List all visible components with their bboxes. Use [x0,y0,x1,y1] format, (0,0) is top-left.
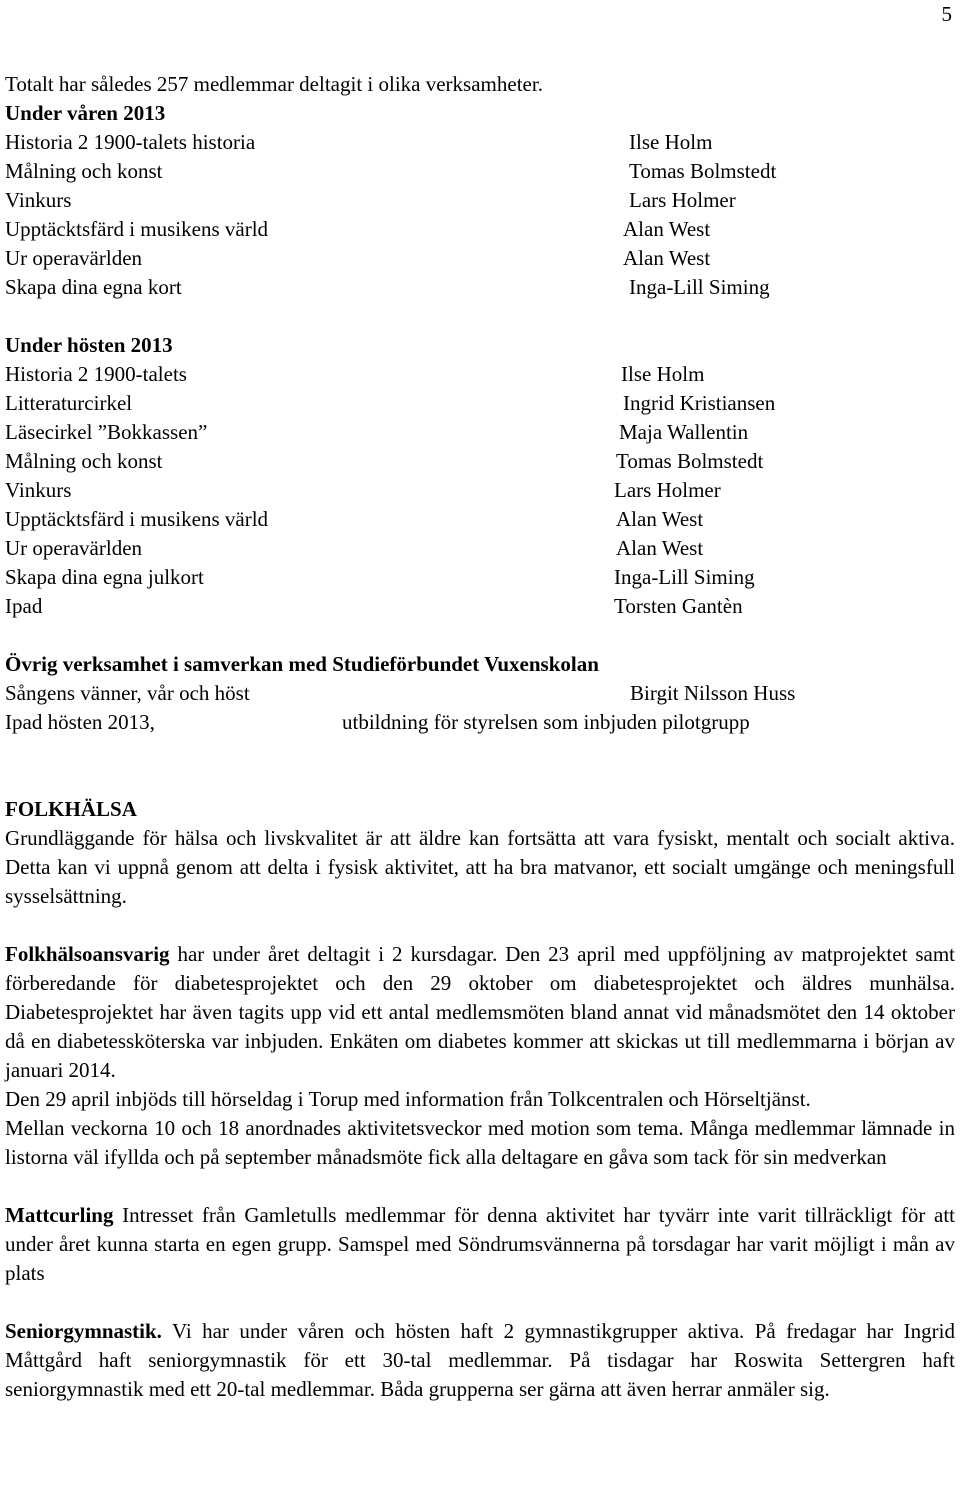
other-row [5,708,955,737]
course-leader: Inga-Lill Siming [614,565,755,589]
course-leader: Tomas Bolmstedt [629,159,777,183]
course-name: Ur operavärlden [5,536,143,560]
course-leader: Ilse Holm [629,130,713,154]
course-name: Målning och konst [5,159,163,183]
table-row [5,447,955,476]
course-name: Upptäcktsfärd i musikens värld [5,507,269,531]
course-leader: Alan West [616,507,704,531]
table-row [5,157,955,186]
other-activities-heading: Övrig verksamhet i samverkan med Studieförbundet Vuxenskolan [5,652,599,676]
course-name: Historia 2 1900-talets [5,362,187,386]
autumn-course-list [5,360,955,621]
course-name: Historia 2 1900-talets historia [5,130,256,154]
activity-name: Sångens vänner, vår och höst [5,681,250,705]
course-name: Ur operavärlden [5,246,143,270]
intro-line: Totalt har således 257 medlemmar deltagit i olika verksamheter. [5,72,543,96]
table-row [5,592,955,621]
table-row [5,186,955,215]
course-leader: Maja Wallentin [619,420,749,444]
course-name: Skapa dina egna kort [5,275,182,299]
course-leader: Tomas Bolmstedt [616,449,764,473]
activity-name: Ipad hösten 2013, [5,710,155,734]
table-row [5,273,955,302]
table-row [5,244,955,273]
course-leader: Alan West [616,536,704,560]
course-leader: Torsten Gantèn [614,594,743,618]
spring-course-list [5,128,955,302]
paragraph-mattcurling: Mattcurling Intresset från Gamletulls medlemmar för denna aktivitet har tyvärr inte varit tillräckligt för att under året kunna starta en egen grupp. Samspel med Söndrumsvännerna på torsdagar har varit möjligt i mån av plats [5,1203,955,1285]
paragraph-seniorgymnastik: Seniorgymnastik. Vi har under våren och hösten haft 2 gymnastikgrupper aktiva. På fredagar har Ingrid Måttgård haft seniorgymnastik för ett 30-tal medlemmar. På tisdagar har Roswita Settergren haft seniorgymnastik med ett 20-tal medlemmar. Båda grupperna ser gärna att även herrar anmäler sig. [5,1319,955,1401]
course-leader: Alan West [623,246,711,270]
course-leader: Lars Holmer [629,188,736,212]
course-name: Litteraturcirkel [5,391,133,415]
table-row [5,534,955,563]
page-number: 5 [941,2,952,26]
course-name: Målning och konst [5,449,163,473]
table-row [5,389,955,418]
paragraph-folkhalsoansvarig: Folkhälsoansvarig har under året deltagit i 2 kursdagar. Den 23 april med uppföljning av matprojektet samt förberedande för diabetesprojektet och den 29 oktober om diabetesprojektet och äldres munhälsa. Diabetesprojektet har även tagits upp vid ett antal medlemsmöten bland annat vid månadsmötet den 14 oktober då en diabetessköterska var inbjuden. Enkäten om diabetes kommer att skickas ut till medlemmarna i början av januari 2014. [5,942,955,1082]
table-row [5,418,955,447]
activity-leader: Birgit Nilsson Huss [630,681,796,705]
inline-heading: Mattcurling [5,1203,114,1227]
table-row [5,215,955,244]
autumn-heading: Under hösten 2013 [5,333,173,357]
course-leader: Ilse Holm [621,362,705,386]
inline-heading: Folkhälsoansvarig [5,942,170,966]
course-leader: Inga-Lill Siming [629,275,770,299]
course-leader: Ingrid Kristiansen [623,391,776,415]
paragraph-intro: Grundläggande för hälsa och livskvalitet är att äldre kan fortsätta att vara fysiskt, mentalt och socialt aktiva. Detta kan vi uppnå genom att delta i fysisk aktivitet, att ha bra matvanor, ett socialt umgänge och meningsfull sysselsättning. [5,826,955,908]
other-row [5,679,955,708]
table-row [5,128,955,157]
table-row [5,563,955,592]
document-body [5,70,955,1404]
course-name: Vinkurs [5,188,72,212]
folkhalsa-heading: FOLKHÄLSA [5,797,137,821]
course-name: Upptäcktsfärd i musikens värld [5,217,269,241]
course-leader: Alan West [623,217,711,241]
paragraph-horseldag: Den 29 april inbjöds till hörseldag i Torup med information från Tolkcentralen och Hörseltjänst. [5,1087,811,1111]
activity-note: utbildning för styrelsen som inbjuden pilotgrupp [342,710,750,734]
inline-heading: Seniorgymnastik. [5,1319,162,1343]
course-name: Skapa dina egna julkort [5,565,204,589]
course-leader: Lars Holmer [614,478,721,502]
table-row [5,476,955,505]
spring-heading: Under våren 2013 [5,101,166,125]
course-name: Ipad [5,594,43,618]
table-row [5,505,955,534]
course-name: Läsecirkel ”Bokkassen” [5,420,208,444]
table-row [5,360,955,389]
course-name: Vinkurs [5,478,72,502]
paragraph-aktivitetsveckor: Mellan veckorna 10 och 18 anordnades aktivitetsveckor med motion som tema. Många medlemmar lämnade in listorna väl ifyllda och på september månadsmöte fick alla deltagare en gåva som tack för sin medverkan [5,1116,955,1169]
